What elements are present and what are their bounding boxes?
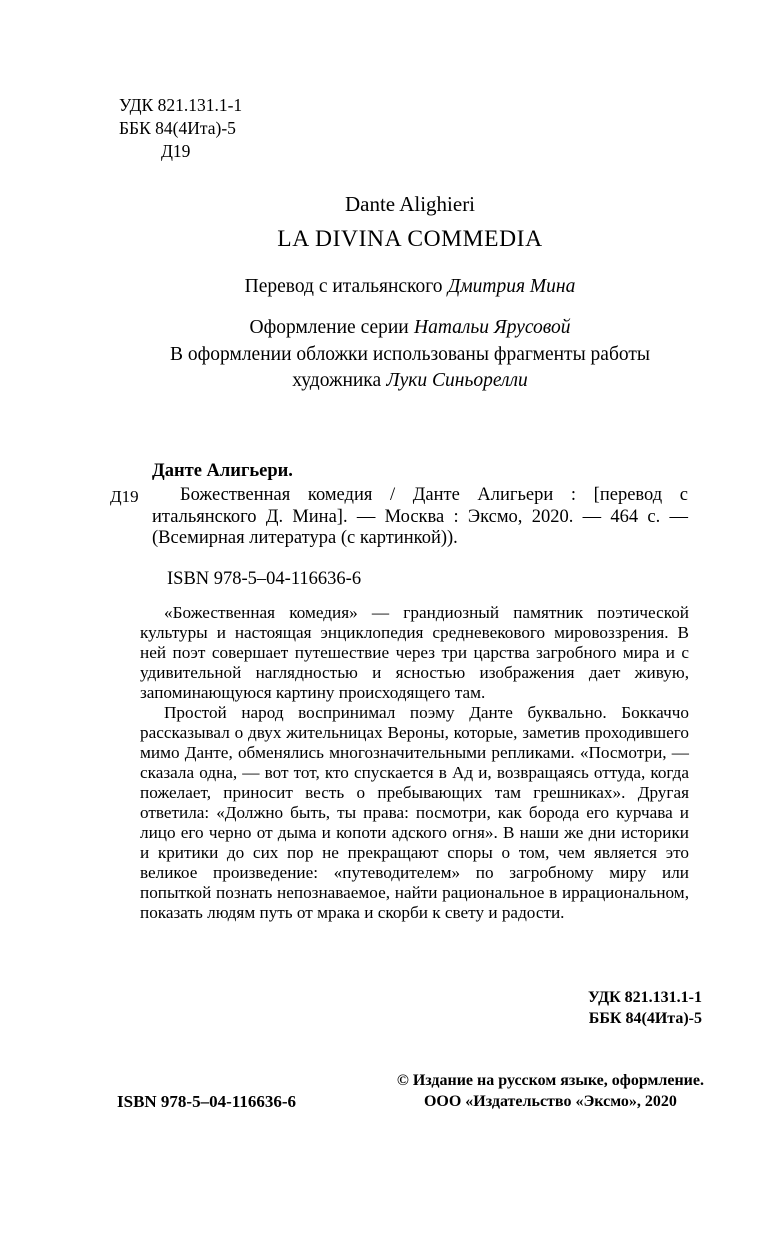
cover-artist-name: Луки Синьорелли — [386, 370, 528, 391]
annotation-paragraph-2: Простой народ воспринимал поэму Данте буквально. Боккаччо рассказывал о двух жительницах Вероны, которые, заметив проходившего мимо Данте, обменялись многозначительными репликами. «Посмотри, — сказала одна, — вот тот, кто спускается в Ад и, возвращаясь оттуда, когда пожелает, приносит весть о пребывающих там грешниках». Другая ответила: «Должно быть, ты права: посмотри, как борода его курчава и лицо его черно от дыма и копоти адского огня». В наши же дни историки и критики до сих пор не прекращают споры о том, чем является это великое произведение: «путеводителем» по загробному миру или попыткой познать непознаваемое, найти рациональное в иррациональном, показать людям путь от мрака и скорби к свету и радости. — [140, 703, 689, 922]
translation-credit — [130, 276, 690, 298]
author-code: Д19 — [161, 141, 191, 161]
catalog-author-heading: Данте Алигьери. — [152, 461, 293, 481]
bottom-classification-codes — [588, 988, 702, 1029]
cover-credit-line2 — [130, 370, 690, 392]
series-design-label: Оформление серии — [249, 317, 409, 338]
series-designer-name: Натальи Ярусовой — [413, 317, 571, 338]
cover-credit-line1: В оформлении обложки использованы фрагменты работы — [170, 344, 650, 365]
catalog-entry: Божественная комедия / Данте Алигьери : [перевод с итальянского Д. Мина]. — Москва : Эксмо, 2020. — 464 с. — (Всемирная литература (с картинкой)). — [152, 485, 688, 548]
book-author: Dante Alighieri — [344, 192, 476, 216]
top-classification-codes — [119, 94, 242, 163]
copyright-notice — [397, 1070, 704, 1112]
copyright-line1: © Издание на русском языке, оформление. — [396, 1072, 704, 1089]
bottom-bbk-code: ББК 84(4Ита)-5 — [588, 1009, 702, 1027]
annotation-block — [140, 603, 689, 923]
book-title: LA DIVINA COMMEDIA — [277, 226, 543, 252]
copyright-line2: ООО «Издательство «Эксмо», 2020 — [423, 1093, 677, 1110]
catalog-author-code: Д19 — [110, 487, 139, 506]
translation-credit-label: Перевод с итальянского — [244, 276, 443, 297]
series-design-credit — [130, 317, 690, 339]
footer-isbn: ISBN 978-5–04-116636-6 — [117, 1092, 296, 1111]
udk-code: УДК 821.131.1-1 — [119, 95, 243, 115]
bbk-code: ББК 84(4Ита)-5 — [119, 118, 236, 138]
translator-name: Дмитрия Мина — [447, 276, 576, 297]
annotation-paragraph-1: «Божественная комедия» — грандиозный памятник поэтической культуры и настоящая энциклопедия средневекового мировоззрения. В ней поэт совершает путешествие через три царства загробного мира и с удивительной наглядностью и ясностью изображения дает живую, запоминающуюся картину происходящего там. — [140, 603, 689, 702]
catalog-isbn: ISBN 978-5–04-116636-6 — [167, 569, 362, 589]
bottom-udk-code: УДК 821.131.1-1 — [587, 989, 702, 1006]
cover-credit-label: художника — [292, 370, 382, 391]
